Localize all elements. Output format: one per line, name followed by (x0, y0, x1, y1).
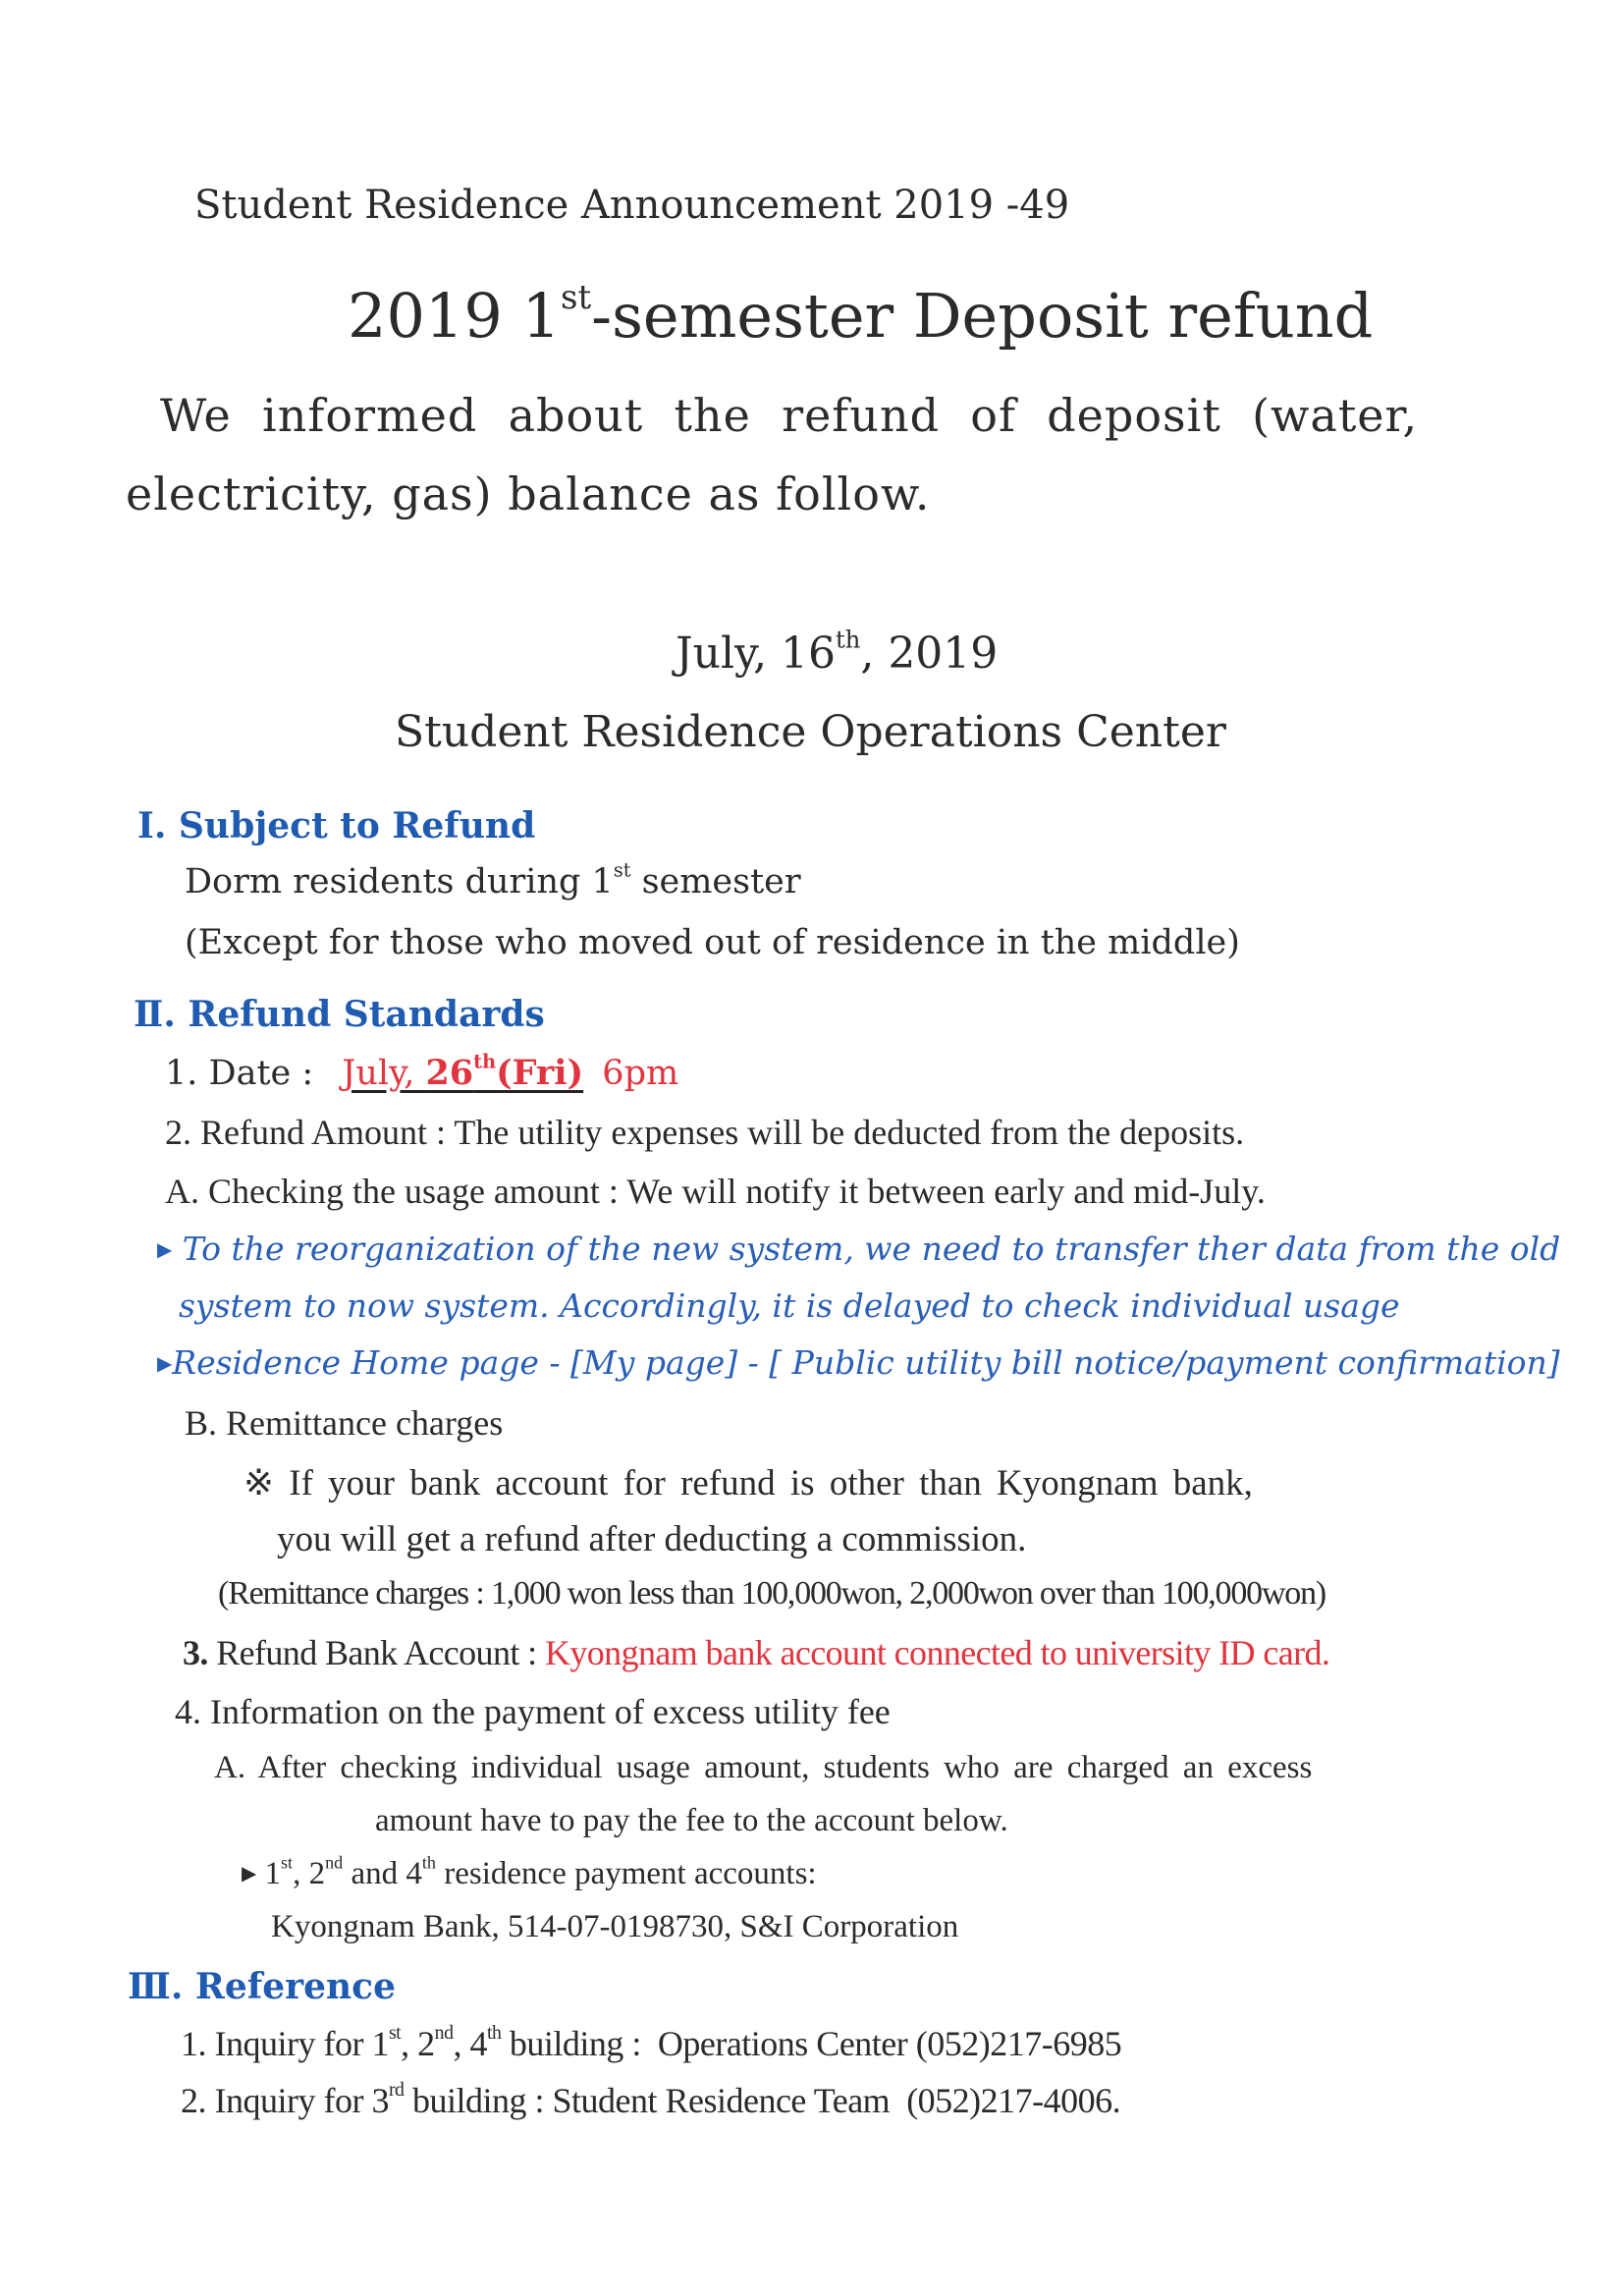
s1-line1-post: semester (630, 862, 801, 902)
ref1-part-4: building : Operations Center (052)217-6985 (501, 2024, 1122, 2063)
announcement-number: Student Residence Announcement 2019 -49 (194, 183, 1070, 228)
acct-label-4: residence payment accounts: (436, 1856, 817, 1891)
ref2-part-2: building : Student Residence Team (052)217-4006. (404, 2081, 1121, 2120)
refund-time: 6pm (602, 1054, 679, 1093)
ref1-sup-3: th (486, 2022, 502, 2045)
section-2-heading: Ⅱ. Refund Standards (134, 994, 545, 1035)
section-1-line-1 (185, 858, 801, 902)
intro-line-1: We informed about the refund of deposit (water, (160, 389, 1419, 442)
acct-label-2: , 2 (293, 1856, 326, 1891)
ref1-part-1: 1. Inquiry for 1 (181, 2024, 389, 2063)
item-3-number: 3. (183, 1633, 208, 1672)
refund-bank-account-value: Kyongnam bank account connected to university ID card. (544, 1633, 1330, 1672)
refund-amount-item: 2. Refund Amount : The utility expenses will be deducted from the deposits. (165, 1113, 1245, 1152)
acct-sup-1: st (280, 1852, 294, 1873)
ref1-part-2: , 2 (401, 2024, 435, 2063)
title-rest: -semester Deposit refund (591, 280, 1374, 352)
ref1-sup-1: st (388, 2022, 402, 2045)
remittance-note-line-1: ※ If your bank account for refund is other than Kyongnam bank, (243, 1463, 1253, 1503)
date-main: July, 16 (676, 629, 837, 679)
refund-date-value (342, 1050, 584, 1093)
title-sup: st (560, 278, 592, 318)
acct-label-1: 1 (264, 1856, 281, 1891)
payment-account-details: Kyongnam Bank, 514-07-0198730, S&I Corporation (271, 1909, 959, 1944)
remittance-note-line-2: you will get a refund after deducting a commission. (277, 1519, 1027, 1559)
s1-line1-pre: Dorm residents during 1 (185, 862, 614, 902)
document-title (348, 280, 1373, 352)
ref2-sup-1: rd (388, 2079, 405, 2102)
item-3-label: Refund Bank Account : (207, 1633, 545, 1672)
intro-line-2: electricity, gas) balance as follow. (126, 467, 931, 520)
ref1-sup-2: nd (434, 2022, 454, 2045)
issuing-office: Student Residence Operations Center (395, 707, 1226, 757)
remittance-charge-amounts: (Remittance charges : 1,000 won less than 100,000won, 2,000won over than 100,000won) (218, 1575, 1326, 1612)
refund-date-item (165, 1050, 679, 1093)
section-1-heading: Ⅰ. Subject to Refund (137, 805, 536, 847)
homepage-path-note (157, 1343, 1560, 1382)
homepage-path-text: Residence Home page - [My page] - [ Public utility bill notice/payment confirmation] (172, 1343, 1560, 1382)
checking-usage-item: A. Checking the usage amount : We will notify it between early and mid-July. (165, 1172, 1266, 1211)
date-sup: th (836, 626, 861, 654)
announcement-date (676, 626, 999, 679)
s1-line1-sup: st (613, 858, 631, 882)
excess-fee-info-item: 4. Information on the payment of excess utility fee (175, 1692, 891, 1731)
refund-date-sup: th (473, 1050, 497, 1073)
ref2-part-1: 2. Inquiry for 3 (181, 2081, 389, 2120)
date-end: , 2019 (860, 629, 999, 679)
excess-fee-line-2: amount have to pay the fee to the account below. (375, 1803, 1008, 1838)
refund-date-month: July, (342, 1054, 426, 1093)
section-1-line-2: (Except for those who moved out of residence in the middle) (185, 923, 1240, 962)
section-3-heading: Ⅲ. Reference (128, 1966, 396, 2007)
title-year: 2019 1 (348, 280, 561, 352)
reference-inquiry-1 (181, 2023, 1121, 2064)
refund-date-dow: (Fri) (496, 1053, 584, 1093)
system-note-line-1 (157, 1230, 1560, 1268)
bullet-triangle-icon: ▶ (242, 1863, 257, 1886)
date-label: 1. Date : (165, 1054, 314, 1093)
ref1-part-3: , 4 (453, 2024, 487, 2063)
system-note-text-1: To the reorganization of the new system, we need to transfer ther data from the old (182, 1230, 1561, 1268)
refund-date-day: 26 (425, 1053, 474, 1093)
system-note-line-2: system to now system. Accordingly, it is delayed to check individual usage (179, 1286, 1400, 1325)
acct-sup-2: nd (325, 1852, 344, 1873)
bullet-triangle-icon: ▶ (157, 1238, 173, 1262)
acct-sup-3: th (421, 1852, 436, 1873)
refund-bank-account-item (183, 1632, 1329, 1673)
remittance-charges-item: B. Remittance charges (185, 1403, 504, 1443)
reference-inquiry-2 (181, 2080, 1120, 2121)
acct-label-3: and 4 (343, 1856, 422, 1891)
excess-fee-line-1: A. After checking individual usage amount, students who are charged an excess (214, 1750, 1313, 1785)
payment-accounts-label (242, 1852, 817, 1892)
bullet-triangle-icon: ▶ (157, 1352, 173, 1376)
